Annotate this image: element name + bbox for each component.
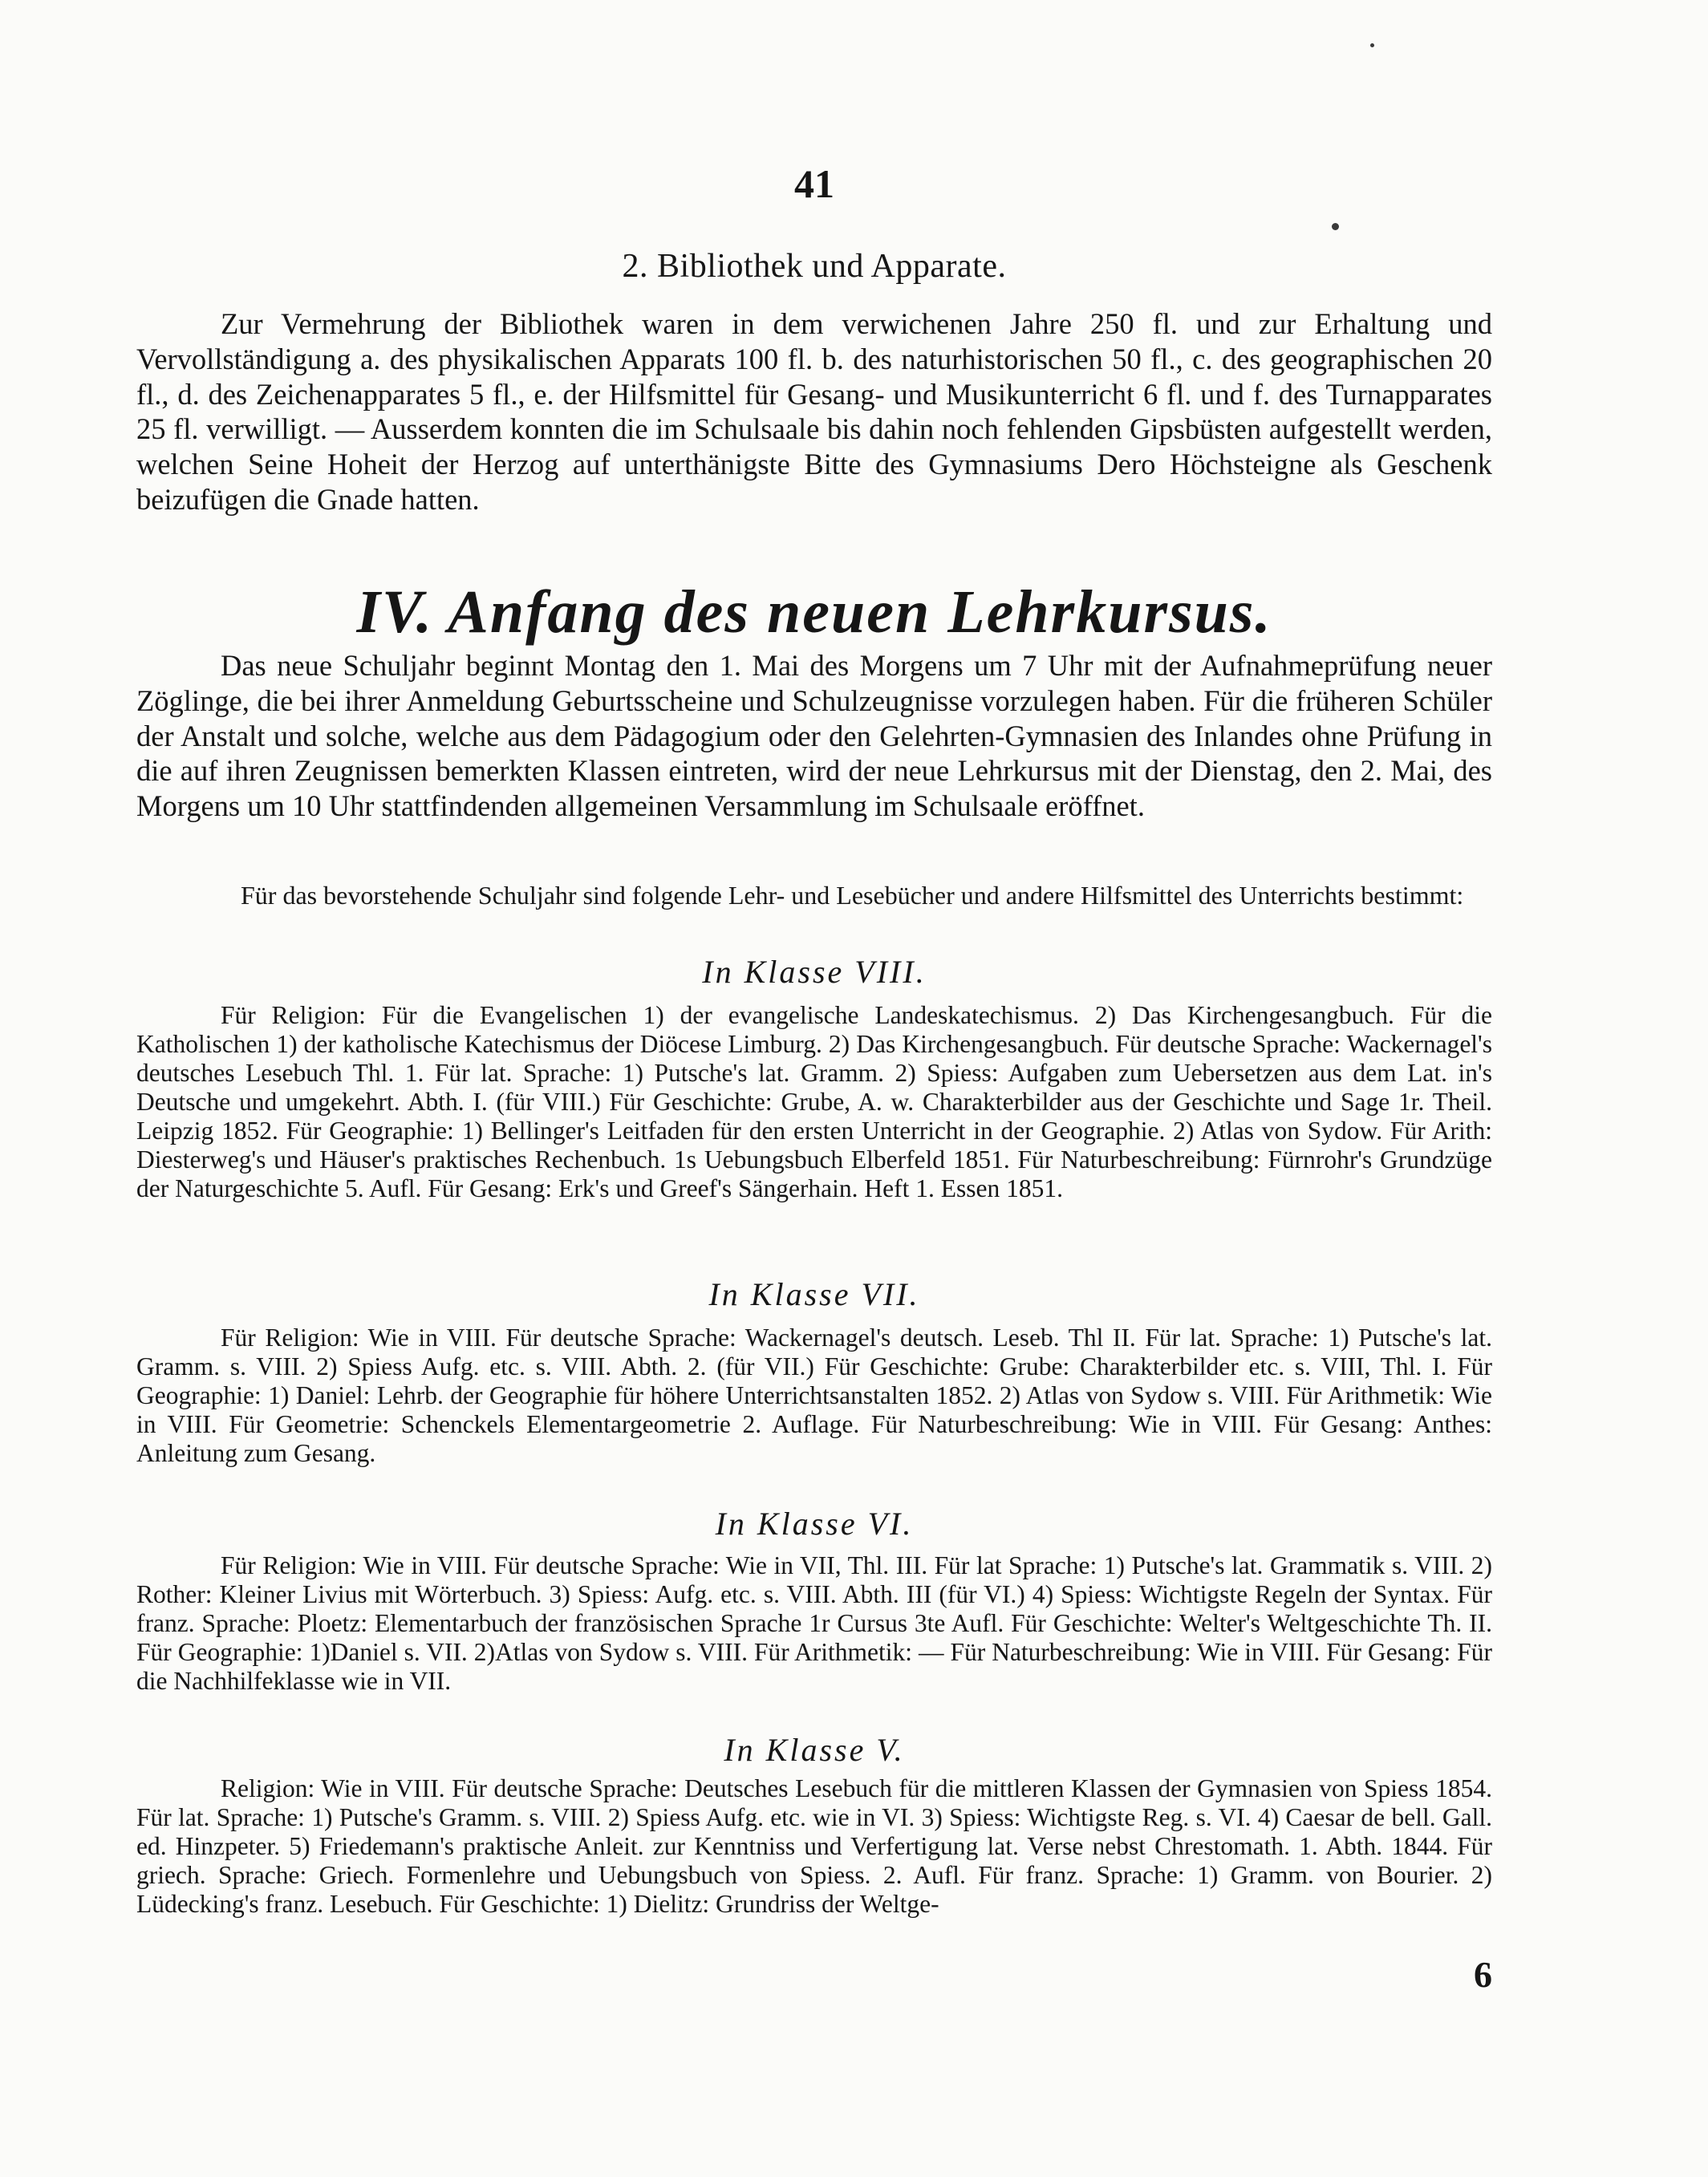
page-number: 41 bbox=[794, 161, 834, 206]
section-heading-new-course: IV. Anfang des neuen Lehrkursus. bbox=[356, 578, 1272, 646]
paper-speck bbox=[1332, 223, 1339, 230]
library-paragraph: Zur Vermehrung der Bibliothek waren in dem verwichenen Jahre 250 fl. und zur Erhaltung und Vervollständigung a. des physikalischen Apparats 100 fl. b. des naturhistorischen 50 fl., c. des geographischen 20 fl., d. des Zeichenapparates 5 fl., e. der Hilfsmittel für Gesang- und Musikunterricht 6 fl. und f. des Turnapparates 25 fl. verwilligt. — Ausserdem konnten die im Schulsaale bis dahin noch fehlenden Gipsbüsten aufgestellt werden, welchen Seine Hoheit der Herzog auf unterthänigste Bitte des Gymnasiums Dero Höchsteigne als Geschenk beizufügen die Gnade hatten. bbox=[136, 307, 1492, 516]
class-text-v: Religion: Wie in VIII. Für deutsche Sprache: Deutsches Lesebuch für die mittleren Klassen der Gymnasien von Spiess 1854. Für lat. Sprache: 1) Putsche's Gramm. s. VIII. 2) Spiess Aufg. etc. wie in VI. 3) Spiess: Wichtigste Reg. s. VI. 4) Caesar de bell. Gall. ed. Hinzpeter. 5) Friedemann's praktische Anleit. zur Kenntniss und Verfertigung lat. Verse nebst Chrestomath. 1. Abth. 1844. Für griech. Sprache: Griech. Formenlehre und Uebungsbuch von Spiess. 2. Aufl. Für franz. Sprache: 1) Gramm. von Bourier. 2) Lüdecking's franz. Lesebuch. Für Geschichte: 1) Dielitz: Grundriss der Weltge- bbox=[136, 1774, 1492, 1918]
class-text-vi: Für Religion: Wie in VIII. Für deutsche Sprache: Wie in VII, Thl. III. Für lat Sprache: 1) Putsche's lat. Grammatik s. VIII. 2) Rother: Kleiner Livius mit Wörterbuch. 3) Spiess: Aufg. etc. s. VIII. Abth. III (für VI.) 4) Spiess: Wichtigste Regeln der Syntax. Für franz. Sprache: Ploetz: Elementarbuch der französischen Sprache 1r Cursus 3te Aufl. Für Geschichte: Welter's Weltgeschichte Th. II. Für Geographie: 1)Daniel s. VII. 2)Atlas von Sydow s. VIII. Für Arithmetik: — Für Naturbeschreibung: Wie in VIII. Für Gesang: Für die Nachhilfeklasse wie in VII. bbox=[136, 1551, 1492, 1695]
class-heading-vii: In Klasse VII. bbox=[708, 1276, 920, 1312]
document-page bbox=[136, 0, 1492, 2177]
signature-mark: 6 bbox=[1474, 1954, 1492, 1995]
class-heading-viii: In Klasse VIII. bbox=[702, 954, 927, 990]
new-course-paragraph: Das neue Schuljahr beginnt Montag den 1. Mai des Morgens um 7 Uhr mit der Aufnahmeprüfung neuer Zöglinge, die bei ihrer Anmeldung Geburtsscheine und Schulzeugnisse vorzulegen haben. Für die früheren Schüler der Anstalt und solche, welche aus dem Pädagogium oder den Gelehrten-Gymnasien des Inlandes ohne Prüfung in die auf ihren Zeugnissen bemerkten Klassen eintreten, wird der neue Lehrkursus mit der Dienstag, den 2. Mai, des Morgens um 10 Uhr stattfindenden allgemeinen Versammlung im Schulsaale eröffnet. bbox=[136, 649, 1492, 823]
paper-speck bbox=[1370, 43, 1374, 47]
class-text-vii: Für Religion: Wie in VIII. Für deutsche Sprache: Wackernagel's deutsch. Leseb. Thl II. Für lat. Sprache: 1) Putsche's lat. Gramm. s. VIII. 2) Spiess Aufg. etc. s. VIII. Abth. 2. (für VII.) Für Geschichte: Grube: Charakterbilder etc. s. VIII, Thl. I. Für Geographie: 1) Daniel: Lehrb. der Geographie für höhere Unterrichtsanstalten 1852. 2) Atlas von Sydow s. VIII. Für Arithmetik: Wie in VIII. Für Geometrie: Schenckels Elementargeometrie 2. Auflage. Für Naturbeschreibung: Wie in VIII. Für Gesang: Anthes: Anleitung zum Gesang. bbox=[136, 1324, 1492, 1467]
section-heading-library: 2. Bibliothek und Apparate. bbox=[622, 248, 1007, 285]
class-heading-v: In Klasse V. bbox=[724, 1732, 905, 1768]
class-text-viii: Für Religion: Für die Evangelischen 1) der evangelische Landeskatechismus. 2) Das Kirchengesangbuch. Für die Katholischen 1) der katholische Katechismus der Diöcese Limburg. 2) Das Kirchengesangbuch. Für deutsche Sprache: Wackernagel's deutsches Lesebuch Thl. 1. Für lat. Sprache: 1) Putsche's lat. Gramm. 2) Spiess: Aufgaben zum Uebersetzen aus dem Lat. in's Deutsche und umgekehrt. Abth. I. (für VIII.) Für Geschichte: Grube, A. w. Charakterbilder aus der Geschichte und Sage 1r. Theil. Leipzig 1852. Für Geographie: 1) Bellinger's Leitfaden für den ersten Unterricht in der Geographie. 2) Atlas von Sydow. Für Arith: Diesterweg's und Häuser's praktisches Rechenbuch. 1s Uebungsbuch Elberfeld 1851. Für Naturbeschreibung: Fürnrohr's Grundzüge der Naturgeschichte 5. Aufl. Für Gesang: Erk's und Greef's Sängerhain. Heft 1. Essen 1851. bbox=[136, 1001, 1492, 1202]
class-heading-vi: In Klasse VI. bbox=[715, 1506, 914, 1542]
textbooks-intro: Für das bevorstehende Schuljahr sind folgende Lehr- und Lesebücher und andere Hilfsmittel des Unterrichts bestimmt: bbox=[241, 881, 1464, 910]
